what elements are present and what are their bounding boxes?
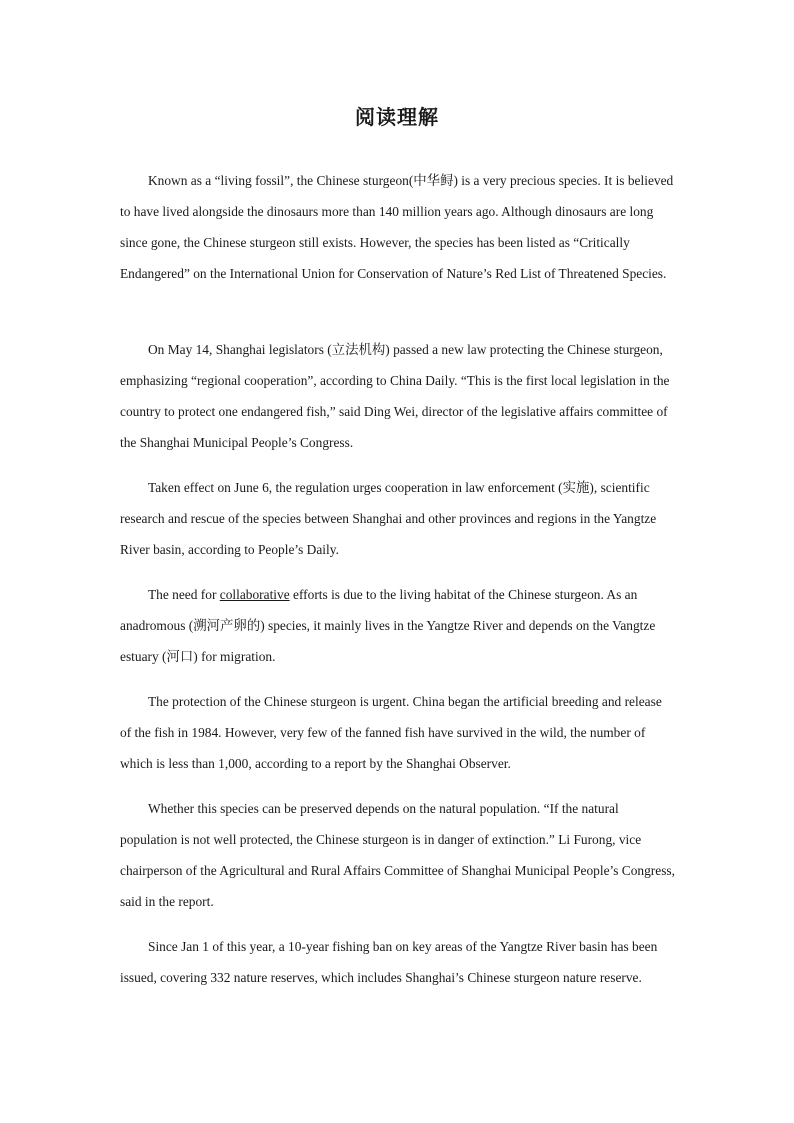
paragraph-2: On May 14, Shanghai legislators (立法机构) passed a new law protecting the Chinese sturgeon, emphasizing “regional cooperation”, according to China Daily. “This is the first local legislation in the country to protect one endangered fish,” said Ding Wei, director of the legislative affairs committee of the Shanghai Municipal People’s Congress.	[120, 342, 670, 451]
paragraph-6: Whether this species can be preserved depends on the natural population. “If the natural population is not well protected, the Chinese sturgeon is in danger of extinction.” Li Furong, vice chairperson of the Agricultural and Rural Affairs Committee of Shanghai Municipal People’s Congress, said in the report.	[120, 801, 675, 910]
paragraph-3: Taken effect on June 6, the regulation urges cooperation in law enforcement (实施), scientific research and rescue of the species between Shanghai and other provinces and regions in the Yangtze River basin, according to People’s Daily.	[120, 480, 657, 558]
paragraph-4	[120, 579, 676, 672]
underlined-word: collaborative	[219, 587, 290, 603]
paragraph-4-before: The need for	[148, 587, 220, 603]
paragraph-5: The protection of the Chinese sturgeon is urgent. China began the artificial breeding and release of the fish in 1984. However, very few of the fanned fish have survived in the wild, the number of which is less than 1,000, according to a report by the Shanghai Observer.	[120, 694, 662, 772]
paragraph-1: Known as a “living fossil”, the Chinese sturgeon(中华鲟) is a very precious species. It is believed to have lived alongside the dinosaurs more than 140 million years ago. Although dinosaurs are long since gone, the Chinese sturgeon still exists. However, the species has been listed as “Critically Endangered” on the International Union for Conservation of Nature’s Red List of Threatened Species.	[120, 173, 674, 282]
page-title: 阅读理解	[355, 107, 439, 129]
paragraph-7: Since Jan 1 of this year, a 10-year fishing ban on key areas of the Yangtze River basin has been issued, covering 332 nature reserves, which includes Shanghai’s Chinese sturgeon nature reserve.	[120, 939, 658, 986]
paragraph-4-after: efforts is due to the living habitat of the Chinese sturgeon. As an anadromous (溯河产卵的) species, it mainly lives in the Yangtze River and depends on the Vangtze estuary (河口) for migration.	[120, 587, 656, 665]
